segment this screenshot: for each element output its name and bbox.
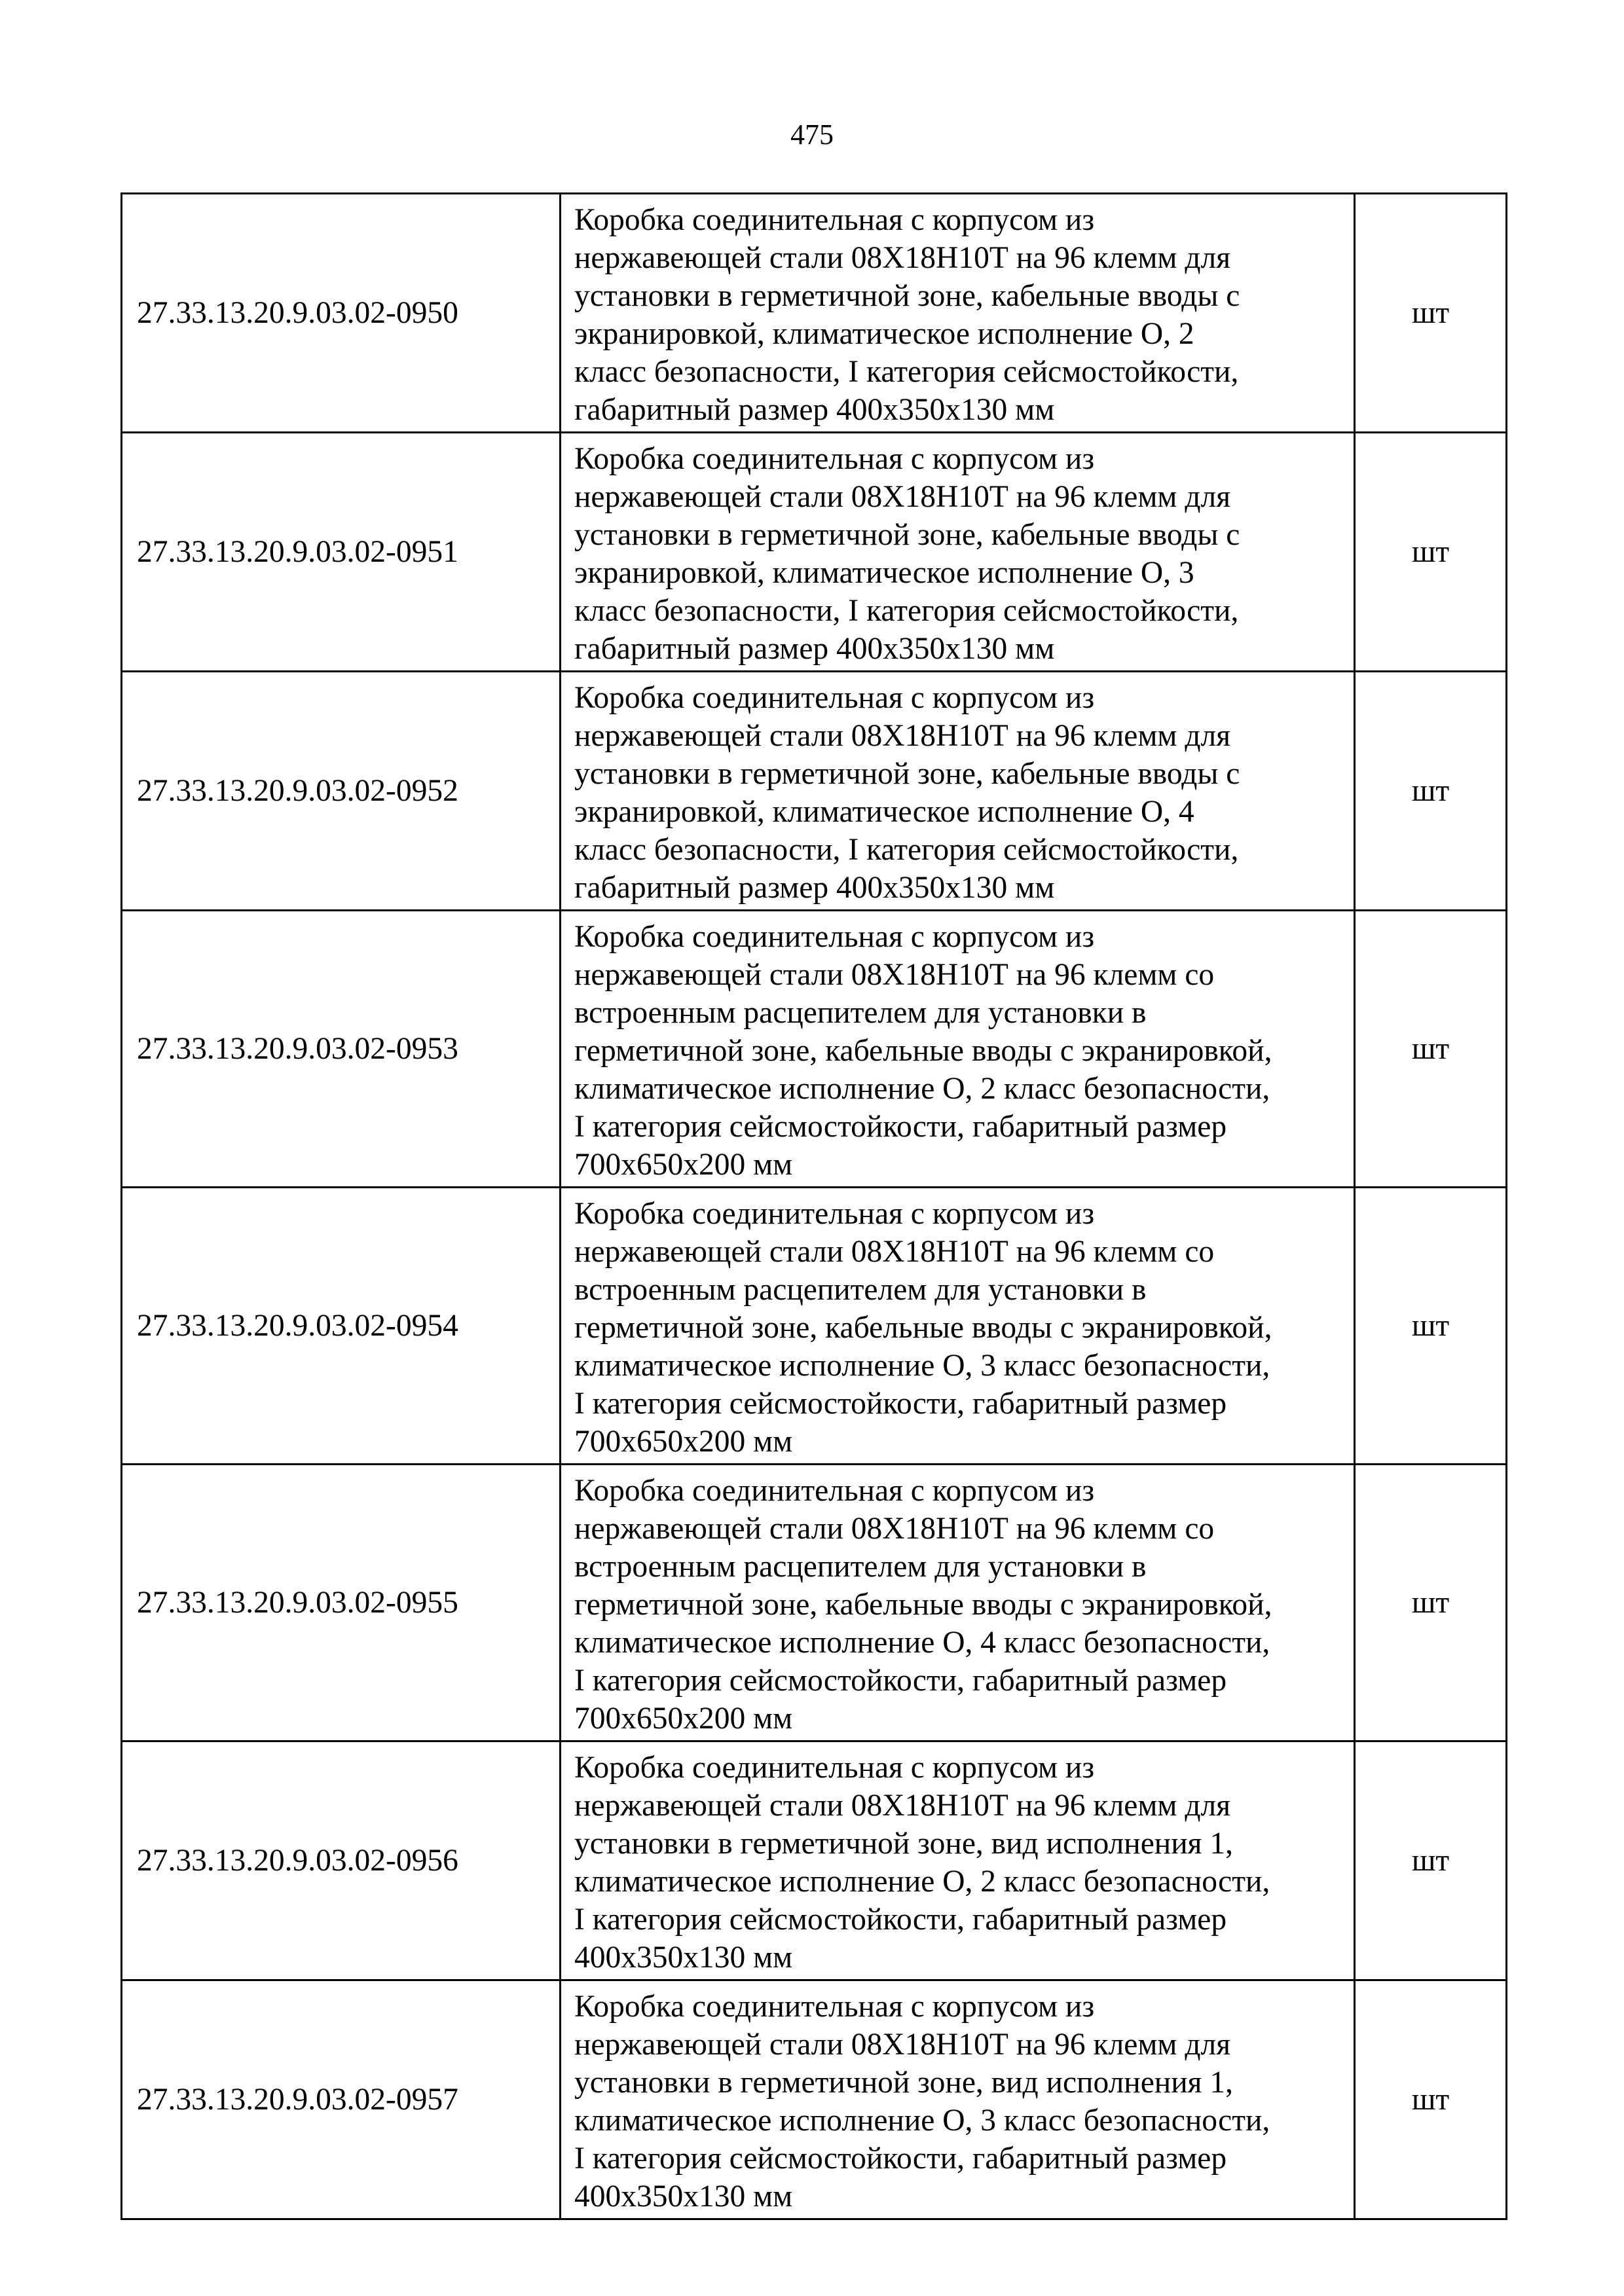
- resource-code: 27.33.13.20.9.03.02-0950: [122, 194, 561, 433]
- resource-unit: шт: [1355, 194, 1507, 433]
- description-line: экранировкой, климатическое исполнение О, 2: [574, 317, 1194, 351]
- description-line: I категория сейсмостойкости, габаритный размер: [574, 2141, 1227, 2176]
- resource-description: [561, 672, 1355, 911]
- table-row: [122, 1980, 1507, 2219]
- resource-code: 27.33.13.20.9.03.02-0957: [122, 1980, 561, 2219]
- description-line: Коробка соединительная с корпусом из: [574, 1990, 1095, 2024]
- description-line: Коробка соединительная с корпусом из: [574, 203, 1095, 237]
- resource-description: [561, 433, 1355, 672]
- description-line: 400х350х130 мм: [574, 1941, 793, 1975]
- table-row: [122, 911, 1507, 1188]
- description-line: герметичной зоне, кабельные вводы с экранировкой,: [574, 1588, 1272, 1622]
- description-line: климатическое исполнение О, 4 класс безопасности,: [574, 1626, 1270, 1660]
- description-line: Коробка соединительная с корпусом из: [574, 1197, 1095, 1231]
- description-line: климатическое исполнение О, 2 класс безопасности,: [574, 1072, 1270, 1106]
- description-line: нержавеющей стали 08Х18Н10Т на 96 клемм со: [574, 1235, 1215, 1269]
- resource-description: [561, 1188, 1355, 1465]
- description-line: нержавеющей стали 08Х18Н10Т на 96 клемм для: [574, 719, 1231, 753]
- description-line: Коробка соединительная с корпусом из: [574, 442, 1095, 476]
- resource-unit: шт: [1355, 1741, 1507, 1980]
- description-line: габаритный размер 400х350х130 мм: [574, 632, 1055, 666]
- description-line: нержавеющей стали 08Х18Н10Т на 96 клемм для: [574, 480, 1231, 514]
- description-line: I категория сейсмостойкости, габаритный размер: [574, 1110, 1227, 1144]
- description-line: герметичной зоне, кабельные вводы с экранировкой,: [574, 1034, 1272, 1068]
- table-row: [122, 1188, 1507, 1465]
- resource-code: 27.33.13.20.9.03.02-0954: [122, 1188, 561, 1465]
- table-row: [122, 1465, 1507, 1741]
- resource-description: [561, 1741, 1355, 1980]
- resource-description: [561, 194, 1355, 433]
- resource-code: 27.33.13.20.9.03.02-0953: [122, 911, 561, 1188]
- resource-description: [561, 911, 1355, 1188]
- description-line: габаритный размер 400х350х130 мм: [574, 871, 1055, 905]
- resource-unit: шт: [1355, 672, 1507, 911]
- description-line: 700х650х200 мм: [574, 1702, 793, 1736]
- description-line: встроенным расцепителем для установки в: [574, 1273, 1147, 1307]
- description-line: климатическое исполнение О, 3 класс безопасности,: [574, 2104, 1270, 2138]
- resource-table-body: [122, 194, 1507, 2219]
- resource-code: 27.33.13.20.9.03.02-0951: [122, 433, 561, 672]
- description-line: Коробка соединительная с корпусом из: [574, 1751, 1095, 1785]
- description-line: климатическое исполнение О, 3 класс безопасности,: [574, 1349, 1270, 1383]
- description-line: установки в герметичной зоне, вид исполнения 1,: [574, 1827, 1233, 1861]
- description-line: 700х650х200 мм: [574, 1148, 793, 1182]
- description-line: класс безопасности, I категория сейсмостойкости,: [574, 355, 1239, 389]
- resource-unit: шт: [1355, 1980, 1507, 2219]
- description-line: встроенным расцепителем для установки в: [574, 1550, 1147, 1584]
- resource-code: 27.33.13.20.9.03.02-0956: [122, 1741, 561, 1980]
- description-line: класс безопасности, I категория сейсмостойкости,: [574, 594, 1239, 628]
- description-line: нержавеющей стали 08Х18Н10Т на 96 клемм для: [574, 1789, 1231, 1823]
- table-row: [122, 194, 1507, 433]
- description-line: габаритный размер 400х350х130 мм: [574, 393, 1055, 427]
- description-line: нержавеющей стали 08Х18Н10Т на 96 клемм со: [574, 958, 1215, 992]
- resource-unit: шт: [1355, 1188, 1507, 1465]
- description-line: нержавеющей стали 08Х18Н10Т на 96 клемм со: [574, 1512, 1215, 1546]
- description-line: климатическое исполнение О, 2 класс безопасности,: [574, 1865, 1270, 1899]
- resource-description: [561, 1980, 1355, 2219]
- page-number: 475: [790, 118, 834, 151]
- description-line: I категория сейсмостойкости, габаритный размер: [574, 1903, 1227, 1937]
- description-line: установки в герметичной зоне, вид исполнения 1,: [574, 2066, 1233, 2100]
- description-line: экранировкой, климатическое исполнение О, 3: [574, 556, 1194, 590]
- resource-unit: шт: [1355, 911, 1507, 1188]
- description-line: установки в герметичной зоне, кабельные вводы с: [574, 518, 1240, 552]
- resource-description: [561, 1465, 1355, 1741]
- description-line: I категория сейсмостойкости, габаритный размер: [574, 1664, 1227, 1698]
- description-line: I категория сейсмостойкости, габаритный размер: [574, 1387, 1227, 1421]
- description-line: установки в герметичной зоне, кабельные вводы с: [574, 279, 1240, 313]
- description-line: Коробка соединительная с корпусом из: [574, 920, 1095, 954]
- description-line: экранировкой, климатическое исполнение О, 4: [574, 795, 1194, 829]
- resource-code: 27.33.13.20.9.03.02-0952: [122, 672, 561, 911]
- description-line: нержавеющей стали 08Х18Н10Т на 96 клемм для: [574, 241, 1231, 275]
- description-line: 400х350х130 мм: [574, 2179, 793, 2214]
- resource-code: 27.33.13.20.9.03.02-0955: [122, 1465, 561, 1741]
- description-line: Коробка соединительная с корпусом из: [574, 1474, 1095, 1508]
- description-line: встроенным расцепителем для установки в: [574, 996, 1147, 1030]
- description-line: класс безопасности, I категория сейсмостойкости,: [574, 833, 1239, 867]
- description-line: герметичной зоне, кабельные вводы с экранировкой,: [574, 1311, 1272, 1345]
- resource-unit: шт: [1355, 433, 1507, 672]
- description-line: установки в герметичной зоне, кабельные вводы с: [574, 757, 1240, 791]
- description-line: нержавеющей стали 08Х18Н10Т на 96 клемм для: [574, 2028, 1231, 2062]
- table-row: [122, 433, 1507, 672]
- description-line: Коробка соединительная с корпусом из: [574, 681, 1095, 715]
- table-row: [122, 1741, 1507, 1980]
- resource-table: [120, 192, 1507, 2220]
- resource-unit: шт: [1355, 1465, 1507, 1741]
- description-line: 700х650х200 мм: [574, 1425, 793, 1459]
- table-row: [122, 672, 1507, 911]
